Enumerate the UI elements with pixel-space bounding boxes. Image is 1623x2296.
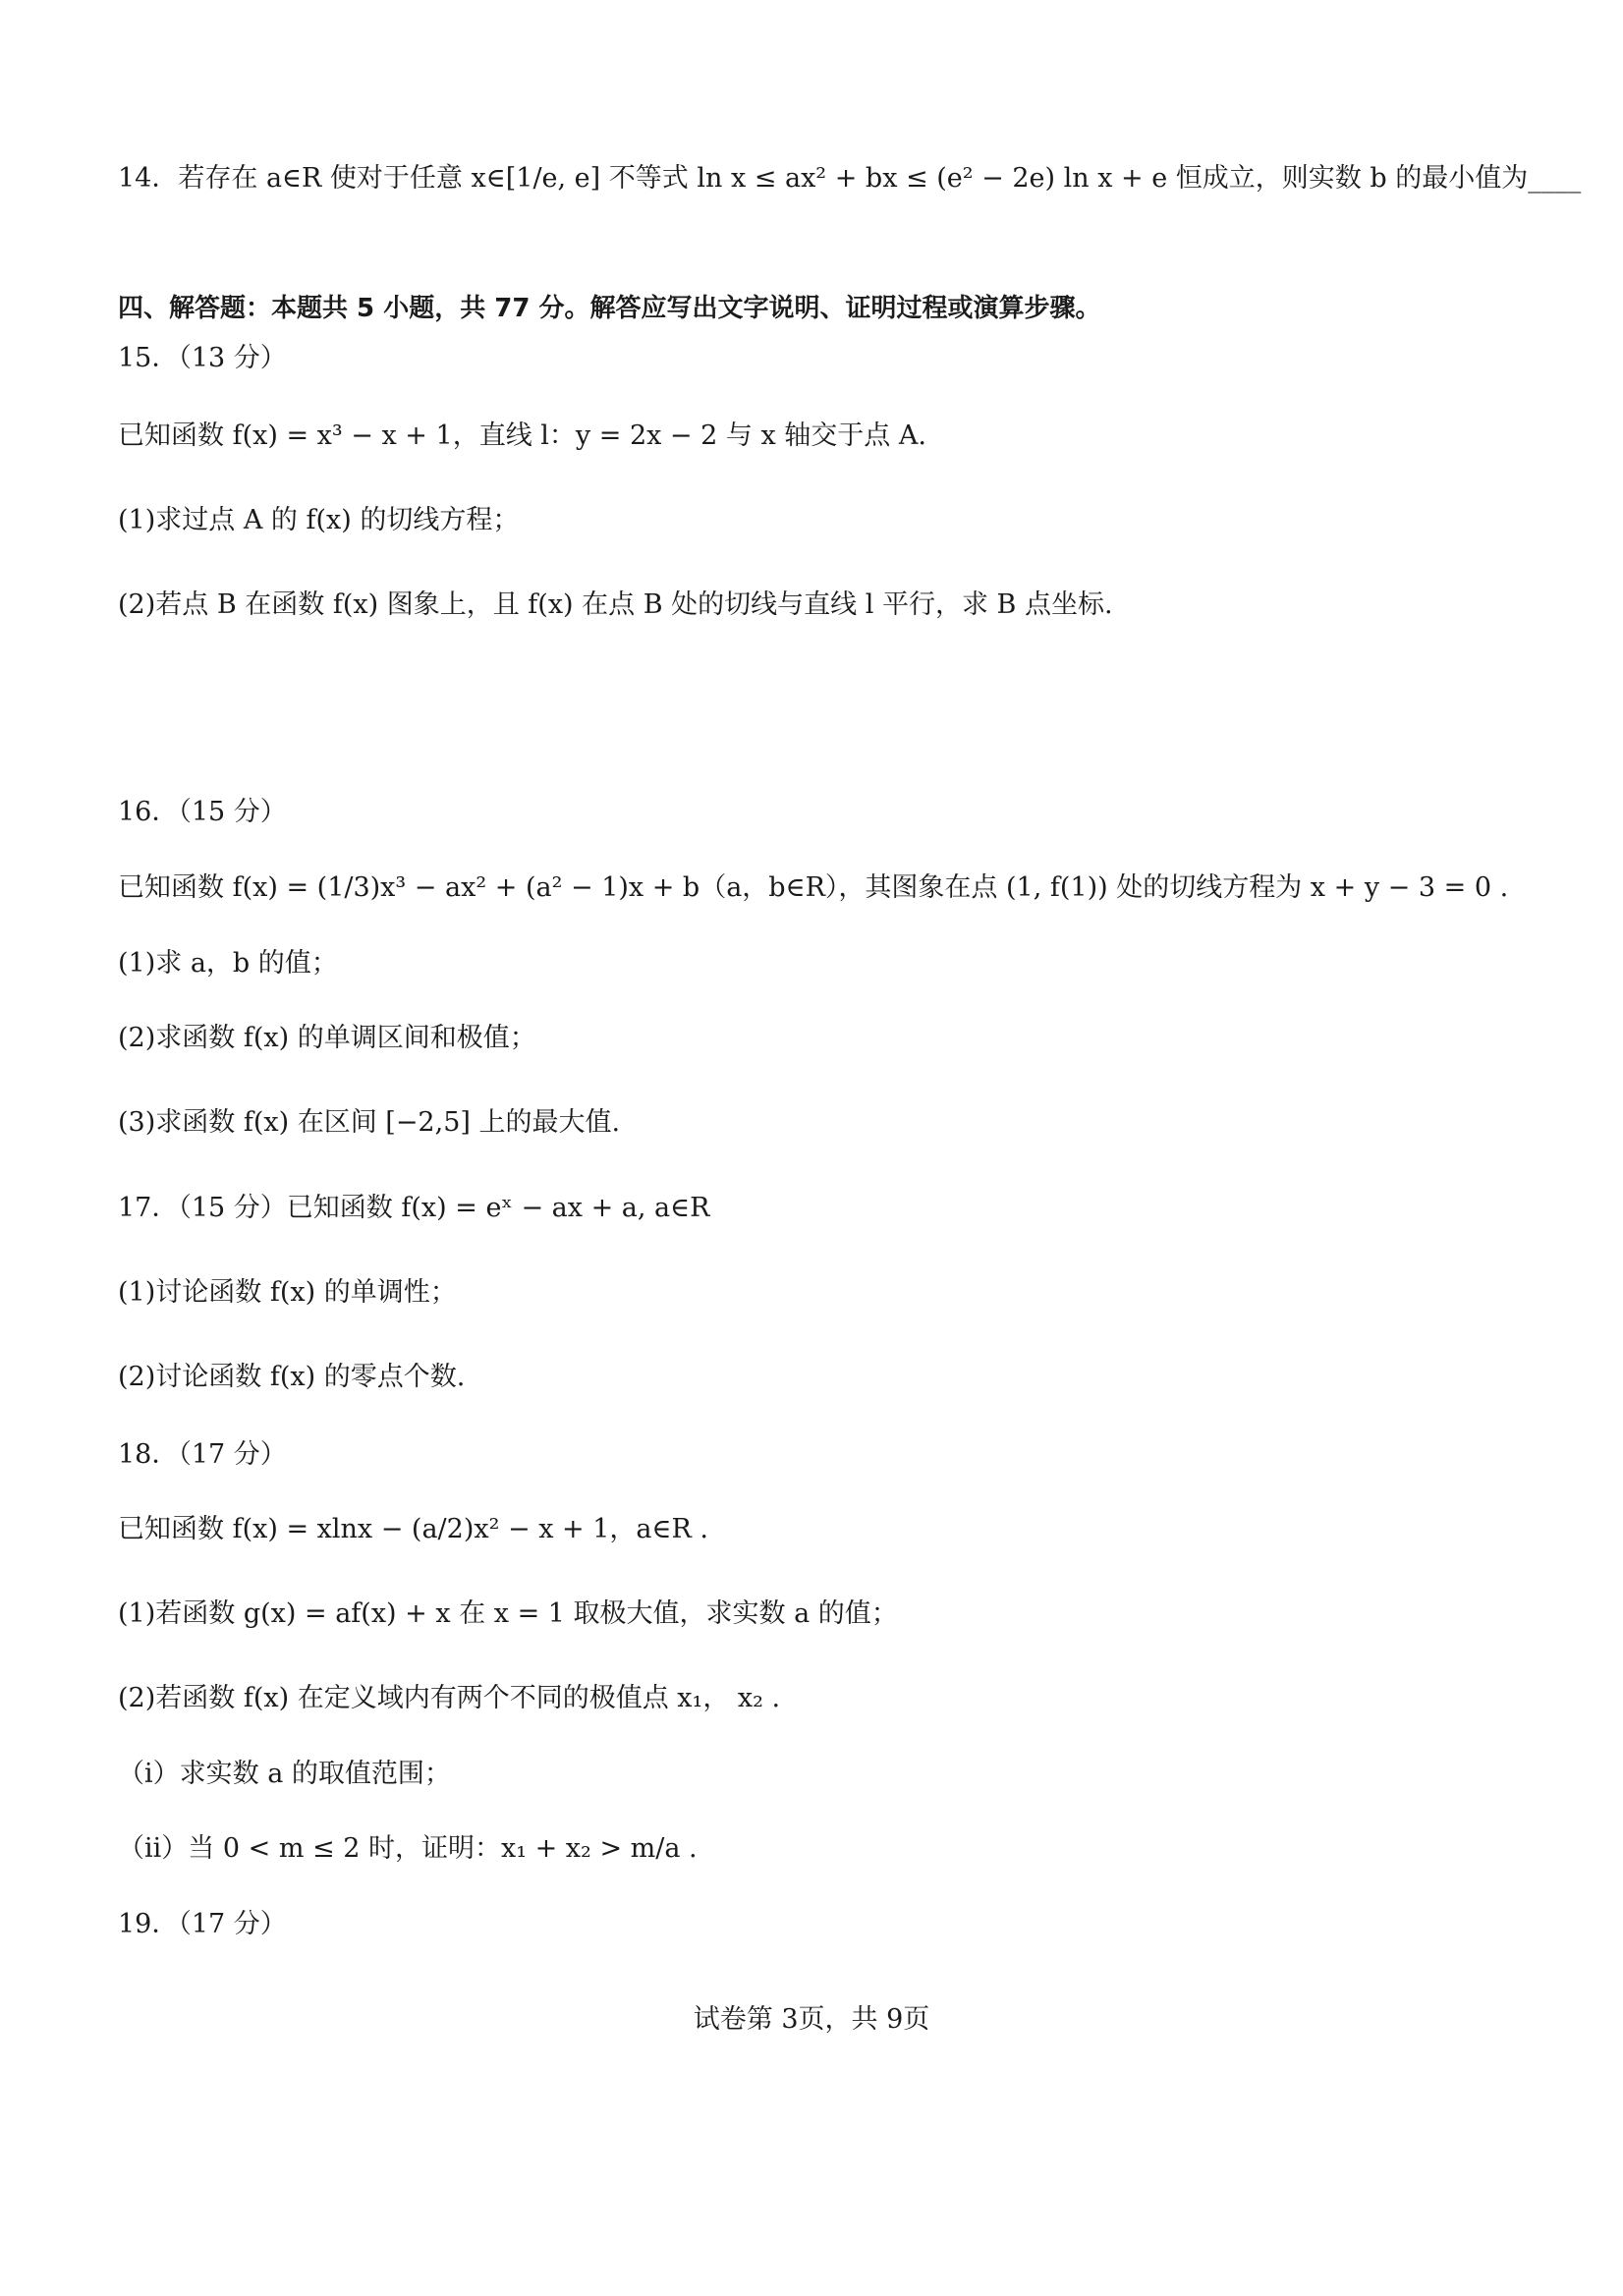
q18-heading: 18．（17 分） <box>118 1439 287 1470</box>
q15-part-1: (1)求过点 A 的 f(x) 的切线方程； <box>118 505 520 535</box>
q16-heading: 16．（15 分） <box>118 797 287 827</box>
q17-part-1: (1)讨论函数 f(x) 的单调性； <box>118 1277 457 1308</box>
q19-heading: 19．（17 分） <box>118 1909 287 1939</box>
section-heading: 四、解答题：本题共 5 小题，共 77 分。解答应写出文字说明、证明过程或演算步骤。 <box>118 294 1101 323</box>
page-footer: 试卷第 3页，共 9页 <box>693 2004 930 2035</box>
q18-stem: 已知函数 f(x) = xlnx − (a/2)x² − x + 1，a∈R . <box>118 1514 708 1544</box>
q16-part-3: (3)求函数 f(x) 在区间 [−2,5] 上的最大值. <box>118 1107 621 1138</box>
q17-stem: 17．（15 分）已知函数 f(x) = eˣ − ax + a, a∈R <box>118 1193 710 1223</box>
q15-part-2: (2)若点 B 在函数 f(x) 图象上，且 f(x) 在点 B 处的切线与直线 l 平行，求 B 点坐标. <box>118 589 1113 620</box>
q18-part-2-ii: （ii）当 0 < m ≤ 2 时，证明：x₁ + x₂ > m/a . <box>118 1833 698 1864</box>
question-14: 14．若存在 a∈R 使对于任意 x∈[1/e, e] 不等式 ln x ≤ ax² + bx ≤ (e² − 2e) ln x + e 恒成立，则实数 b 的最小值为____ <box>118 163 1582 194</box>
q18-part-2-i: （i）求实数 a 的取值范围； <box>118 1759 451 1789</box>
q16-part-2: (2)求函数 f(x) 的单调区间和极值； <box>118 1023 536 1053</box>
q16-part-1: (1)求 a，b 的值； <box>118 948 338 979</box>
q15-heading: 15．（13 分） <box>118 343 287 373</box>
q15-stem: 已知函数 f(x) = x³ − x + 1，直线 l：y = 2x − 2 与 x 轴交于点 A. <box>118 420 926 451</box>
q16-stem: 已知函数 f(x) = (1/3)x³ − ax² + (a² − 1)x + b（a，b∈R），其图象在点 (1, f(1)) 处的切线方程为 x + y − 3 = 0 . <box>118 872 1509 903</box>
q18-part-2: (2)若函数 f(x) 在定义域内有两个不同的极值点 x₁， x₂ . <box>118 1683 781 1713</box>
q17-part-2: (2)讨论函数 f(x) 的零点个数. <box>118 1362 466 1392</box>
q18-part-1: (1)若函数 g(x) = af(x) + x 在 x = 1 取极大值，求实数 a 的值； <box>118 1598 898 1629</box>
